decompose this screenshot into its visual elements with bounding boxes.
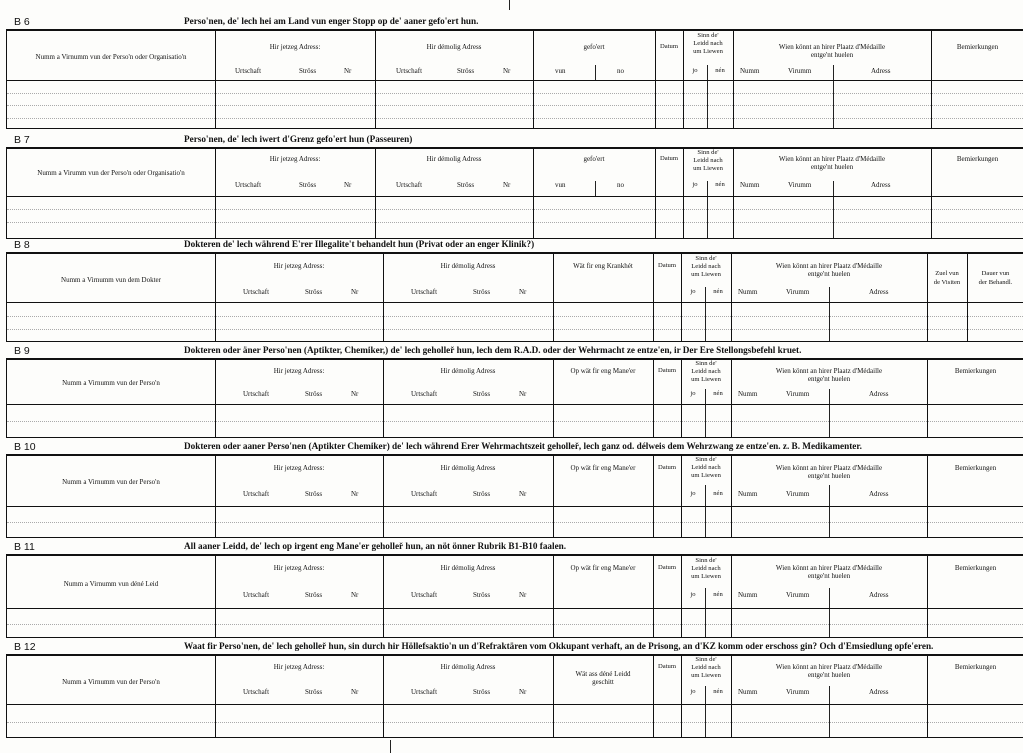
number-label: Nr: [519, 688, 527, 696]
after-life-label-2: Leidd nach: [693, 157, 723, 164]
number-label: Nr: [351, 591, 359, 599]
street-label: Ströss: [473, 490, 491, 498]
number-label: Nr: [344, 67, 352, 75]
medal-recipient-label-2: entge'nt huelen: [807, 375, 851, 383]
after-life-label-2: Leidd nach: [691, 368, 721, 375]
to-label: no: [617, 67, 624, 75]
former-address-label: Hir démolig Adress: [440, 564, 496, 572]
section-b6: [6, 17, 1023, 129]
form-table: [6, 555, 1023, 638]
section-code: B 12: [14, 641, 36, 653]
current-address-label: Hir jetzeg Adress:: [273, 663, 325, 671]
number-label: Nr: [519, 288, 527, 296]
medal-recipient-label-2: entge'nt huelen: [810, 163, 854, 171]
city-label: Urtschaft: [396, 181, 423, 189]
number-label: Nr: [351, 490, 359, 498]
former-address-label: Hir démolig Adress: [426, 155, 482, 163]
no-label: nén: [715, 67, 725, 74]
number-label: Nr: [351, 288, 359, 296]
section-code: B 10: [14, 441, 36, 453]
city-label: Urtschaft: [396, 67, 423, 75]
first-name-label: Virumm: [786, 688, 810, 696]
treatment-duration-label-2: der Behandl.: [978, 279, 1013, 286]
medal-recipient-label-1: Wien könnt an hirer Plaatz d'Médaille: [775, 262, 883, 270]
number-label: Nr: [519, 490, 527, 498]
street-label: Ströss: [305, 288, 323, 296]
city-label: Urtschaft: [235, 67, 262, 75]
medal-recipient-label-1: Wien könnt an hirer Plaatz d'Médaille: [775, 663, 883, 671]
after-life-label-3: um Liewen: [691, 376, 721, 383]
medal-recipient-label-2: entge'nt huelen: [807, 572, 851, 580]
city-label: Urtschaft: [411, 688, 438, 696]
street-label: Ströss: [305, 490, 323, 498]
after-life-label-2: Leidd nach: [691, 565, 721, 572]
current-address-label: Hir jetzeg Adress:: [273, 464, 325, 472]
after-life-label-1: Sinn de': [695, 255, 717, 262]
after-life-label-1: Sinn de': [695, 456, 717, 463]
section-title: Dokteren oder äner Perso'nen (Aptikter, Chemiker,) de' lech geholleř hun, lech dem R.A.D. oder der Wehrmacht ze entze'en, ir Der Ere Stellongsbefehl kruet.: [184, 345, 802, 355]
city-label: Urtschaft: [243, 591, 270, 599]
after-life-label-2: Leidd nach: [691, 263, 721, 270]
address-label: Adress: [869, 591, 889, 599]
no-label: nén: [713, 591, 723, 598]
section-title: Dokteren de' lech während E'rer Illegalite't behandelt hun (Privat oder an enger Klinik?): [184, 239, 535, 249]
city-label: Urtschaft: [243, 688, 270, 696]
date-label: Datum: [660, 155, 678, 162]
person-name-label: Numm a Virumm vun der Perso'n oder Organisatio'n: [37, 169, 185, 177]
number-label: Nr: [519, 591, 527, 599]
after-life-label-2: Leidd nach: [693, 40, 723, 47]
number-label: Nr: [344, 181, 352, 189]
medal-recipient-label-2: entge'nt huelen: [807, 472, 851, 480]
after-life-label-3: um Liewen: [691, 672, 721, 679]
form-table: [6, 359, 1023, 438]
from-label: vun: [555, 67, 566, 75]
city-label: Urtschaft: [243, 288, 270, 296]
street-label: Ströss: [457, 67, 475, 75]
address-label: Adress: [869, 490, 889, 498]
top-binding-mark: [509, 0, 510, 10]
after-life-label-1: Sinn de': [695, 557, 717, 564]
remarks-label: Bemierkungen: [956, 43, 999, 51]
after-life-label-3: um Liewen: [691, 271, 721, 278]
city-label: Urtschaft: [243, 390, 270, 398]
after-life-label-3: um Liewen: [693, 48, 723, 55]
section-code: B 6: [14, 16, 30, 28]
date-label: Datum: [658, 367, 676, 374]
fate-label-1: Wät ass déné Leidd: [575, 670, 631, 678]
bottom-binding-mark: [390, 740, 391, 753]
to-label: no: [617, 181, 624, 189]
yes-label: jo: [690, 591, 696, 598]
section-b11: [6, 542, 1023, 638]
yes-label: jo: [690, 688, 696, 695]
driven-label: gefo'ert: [583, 43, 605, 51]
after-life-label-3: um Liewen: [691, 472, 721, 479]
former-address-label: Hir démolig Adress: [440, 262, 496, 270]
no-label: nén: [713, 288, 723, 295]
person-name-label: Numm a Virnumm vun der Perso'n: [62, 678, 160, 686]
street-label: Ströss: [473, 591, 491, 599]
street-label: Ströss: [305, 688, 323, 696]
first-name-label: Virumm: [788, 181, 812, 189]
section-code: B 7: [14, 134, 30, 146]
section-title: Waat fir Perso'nen, de' lech geholleř hun, sin durch hir Höllefsaktio'n un d'Refraktären vom Okkupant verhaft, an de Prisong, an d'KZ komm oder erschoss gin? Och d'Emsiedlung opfe'eren.: [184, 641, 934, 651]
former-address-label: Hir démolig Adress: [440, 367, 496, 375]
former-address-label: Hir démolig Adress: [440, 464, 496, 472]
street-label: Ströss: [305, 390, 323, 398]
section-title: Dokteren oder aaner Perso'nen (Aptikter Chemiker) de' lech während Erer Wehrmachtszeit geholleř, lech ganz od. délweis dem Wehrzwang ze entze'en. z. B. Medikamenter.: [184, 441, 862, 451]
first-name-label: Virumm: [786, 490, 810, 498]
form-table: [6, 253, 1023, 342]
number-label: Nr: [351, 390, 359, 398]
section-code: B 8: [14, 239, 30, 251]
date-label: Datum: [658, 262, 676, 269]
section-title: Perso'nen, de' lech iwert d'Grenz gefo'ert hun (Passeuren): [184, 134, 413, 144]
city-label: Urtschaft: [235, 181, 262, 189]
medal-recipient-label-2: entge'nt huelen: [807, 270, 851, 278]
no-label: nén: [715, 181, 725, 188]
person-name-label: Numm a Virnumm vun der Perso'n oder Organisatio'n: [35, 53, 187, 61]
street-label: Ströss: [299, 67, 317, 75]
date-label: Datum: [658, 564, 676, 571]
person-name-label: Numm a Virnumm vun der Perso'n: [62, 478, 160, 486]
yes-label: jo: [690, 390, 696, 397]
after-life-label-2: Leidd nach: [691, 664, 721, 671]
treatment-duration-label-1: Dauer vun: [981, 270, 1010, 277]
form-table: [6, 148, 1023, 239]
street-label: Ströss: [473, 390, 491, 398]
remarks-label: Bemierkungen: [954, 367, 997, 375]
number-label: Nr: [503, 181, 511, 189]
visit-count-label-2: de Visiten: [933, 279, 961, 286]
city-label: Urtschaft: [411, 591, 438, 599]
medal-recipient-label-1: Wien könnt an hirer Plaatz d'Médaille: [775, 367, 883, 375]
remarks-label: Bemierkungen: [954, 564, 997, 572]
medal-recipient-label-2: entge'nt huelen: [807, 671, 851, 679]
section-b10: [6, 442, 1023, 538]
after-life-label-1: Sinn de': [697, 149, 719, 156]
no-label: nén: [713, 688, 723, 695]
after-life-label-1: Sinn de': [695, 656, 717, 663]
current-address-label: Hir jetzeg Adress:: [269, 155, 321, 163]
after-life-label-3: um Liewen: [691, 573, 721, 580]
from-label: vun: [555, 181, 566, 189]
visit-count-label-1: Zuel vun: [935, 270, 959, 277]
address-label: Adress: [869, 688, 889, 696]
first-name-label: Virumm: [786, 390, 810, 398]
remarks-label: Bemierkungen: [954, 464, 997, 472]
first-name-label: Virumm: [786, 591, 810, 599]
city-label: Urtschaft: [411, 390, 438, 398]
street-label: Ströss: [305, 591, 323, 599]
manner-label: Op wät fir eng Mane'er: [570, 367, 636, 375]
section-b7: [6, 135, 1023, 239]
after-life-label-1: Sinn de': [695, 360, 717, 367]
street-label: Ströss: [299, 181, 317, 189]
section-b12: [6, 642, 1023, 738]
address-label: Adress: [871, 67, 891, 75]
yes-label: jo: [692, 181, 698, 188]
no-label: nén: [713, 490, 723, 497]
name-label: Numm: [738, 688, 758, 696]
address-label: Adress: [869, 288, 889, 296]
date-label: Datum: [658, 464, 676, 471]
section-title: All aaner Leidd, de' lech op irgent eng Mane'er geholleř hun, an nöt önner Rubrik B1-B10 faalen.: [184, 541, 567, 551]
manner-label: Op wät fir eng Mane'er: [570, 564, 636, 572]
section-code: B 11: [14, 541, 35, 553]
driven-label: gefo'ert: [583, 155, 605, 163]
medal-recipient-label-1: Wien könnt an hirer Plaatz d'Médaille: [778, 155, 886, 163]
street-label: Ströss: [457, 181, 475, 189]
remarks-label: Bemierkungen: [954, 663, 997, 671]
after-life-label-2: Leidd nach: [691, 464, 721, 471]
city-label: Urtschaft: [411, 490, 438, 498]
number-label: Nr: [519, 390, 527, 398]
doctor-name-label: Numm a Virnumm vun dem Dokter: [61, 276, 161, 284]
current-address-label: Hir jetzeg Adress:: [273, 367, 325, 375]
form-table: [6, 655, 1023, 738]
illness-label: Wät fir eng Krankhét: [573, 262, 633, 270]
no-label: nén: [713, 390, 723, 397]
remarks-label: Bemierkungen: [956, 155, 999, 163]
medal-recipient-label-1: Wien könnt an hirer Plaatz d'Médaille: [775, 564, 883, 572]
name-label: Numm: [738, 591, 758, 599]
fate-label-2: geschitt: [592, 678, 614, 686]
address-label: Adress: [869, 390, 889, 398]
yes-label: jo: [690, 490, 696, 497]
medal-recipient-label-2: entge'nt huelen: [810, 51, 854, 59]
manner-label: Op wät fir eng Mane'er: [570, 464, 636, 472]
date-label: Datum: [658, 663, 676, 670]
former-address-label: Hir démolig Adress: [440, 663, 496, 671]
street-label: Ströss: [473, 288, 491, 296]
current-address-label: Hir jetzeg Adress:: [269, 43, 321, 51]
city-label: Urtschaft: [411, 288, 438, 296]
section-b8: [6, 240, 1023, 342]
section-title: Perso'nen, de' lech hei am Land vun enger Stopp op de' aaner gefo'ert hun.: [184, 16, 479, 26]
city-label: Urtschaft: [243, 490, 270, 498]
name-label: Numm: [740, 67, 760, 75]
after-life-label-3: um Liewen: [693, 165, 723, 172]
current-address-label: Hir jetzeg Adress:: [273, 262, 325, 270]
name-label: Numm: [738, 390, 758, 398]
yes-label: jo: [692, 67, 698, 74]
person-name-label: Numm a Virnumm vun déné Leid: [63, 580, 159, 588]
section-b9: [6, 346, 1023, 438]
form-table: [6, 455, 1023, 538]
first-name-label: Virumm: [786, 288, 810, 296]
medal-recipient-label-1: Wien könnt an hirer Plaatz d'Médaille: [775, 464, 883, 472]
date-label: Datum: [660, 43, 678, 50]
number-label: Nr: [503, 67, 511, 75]
after-life-label-1: Sinn de': [697, 32, 719, 39]
person-name-label: Numm a Virnumm vun der Perso'n: [62, 379, 160, 387]
form-table: [6, 30, 1023, 129]
name-label: Numm: [738, 490, 758, 498]
number-label: Nr: [351, 688, 359, 696]
street-label: Ströss: [473, 688, 491, 696]
name-label: Numm: [738, 288, 758, 296]
yes-label: jo: [690, 288, 696, 295]
medal-recipient-label-1: Wien könnt an hirer Plaatz d'Médaille: [778, 43, 886, 51]
current-address-label: Hir jetzeg Adress:: [273, 564, 325, 572]
section-code: B 9: [14, 345, 30, 357]
address-label: Adress: [871, 181, 891, 189]
former-address-label: Hir démolig Adress: [426, 43, 482, 51]
name-label: Numm: [740, 181, 760, 189]
first-name-label: Virumm: [788, 67, 812, 75]
